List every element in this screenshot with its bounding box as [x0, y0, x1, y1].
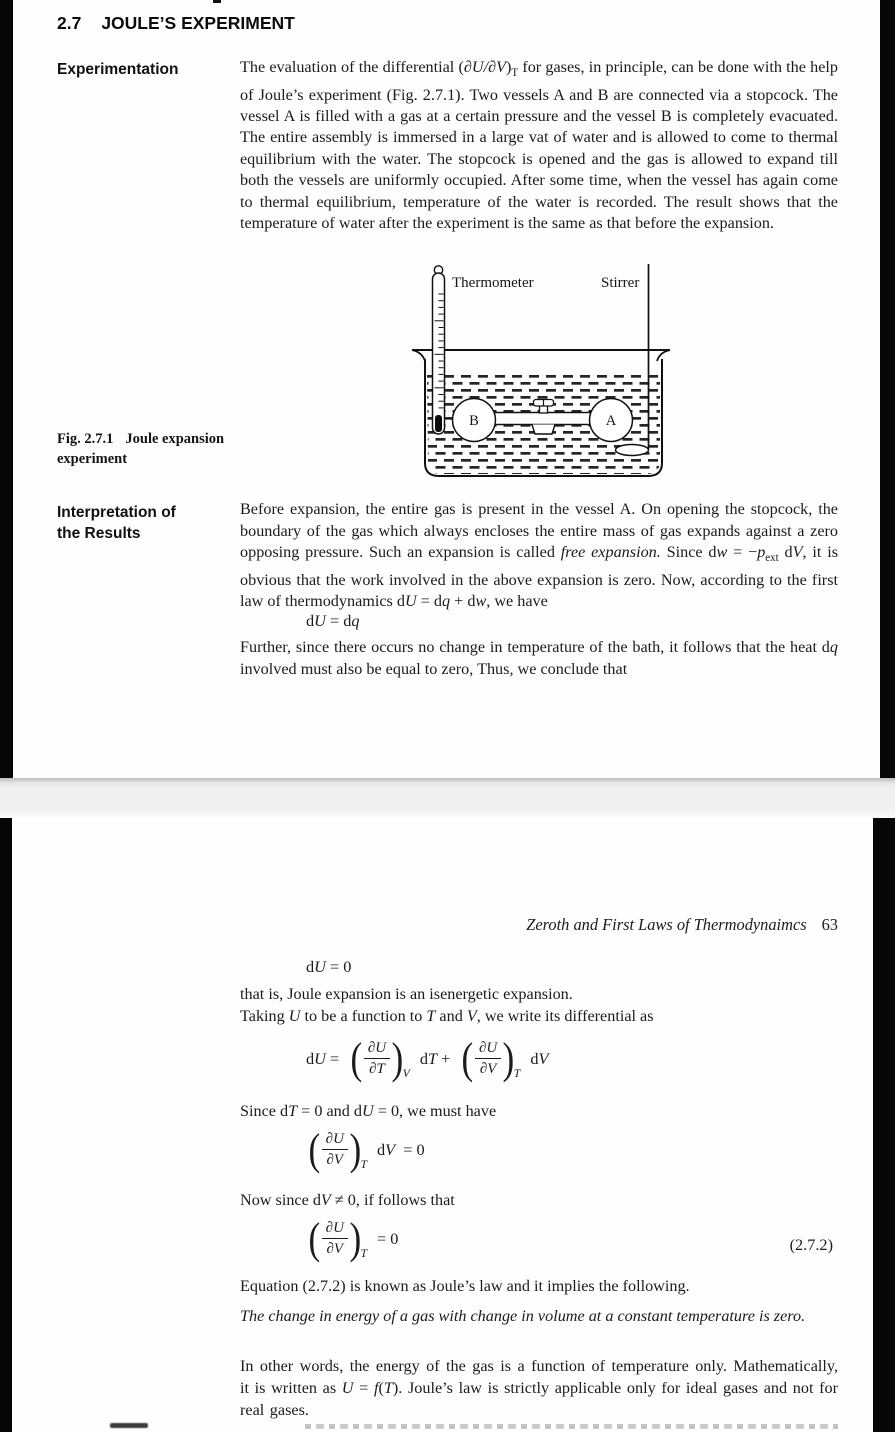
figure-caption-text-2: experiment: [57, 451, 128, 467]
paragraph-interpretation: Before expansion, the entire gas is present in the vessel A. On opening the stopcock, the boundary of the gas which always encloses the entire mass of gas expands against a zero opposing pressure. Such an expansion is called free expansion. Since dw = $-p_{ext}$ dV, it is obvious that the work involved in the above expansion is zero. Now, according to the first law of thermodynamics dU = dq + dw, we have: [240, 500, 839, 611]
page-2: [0, 818, 895, 1432]
equation-joule-law: ( $\frac{\partial U}{\partial V}$ ) T = 0: [308, 1213, 399, 1263]
constant-subscript: T: [360, 1247, 367, 1260]
margin-heading-experimentation: Experimentation: [57, 61, 179, 78]
section-heading: [57, 13, 295, 34]
line-equation-known: Equation (2.7.2) is known as Joule’s law and it implies the following.: [240, 1277, 690, 1295]
running-head: [526, 915, 838, 935]
equation-du-zero: dU = 0: [306, 957, 352, 976]
page-gap: [0, 778, 895, 818]
scan-border-left-2: [0, 818, 12, 1432]
scan-border-left: [0, 0, 13, 778]
constant-subscript: T: [360, 1158, 367, 1171]
cut-text-remnant: [213, 0, 221, 3]
page-number: 63: [821, 915, 838, 934]
figure-caption-number: Fig. 2.7.1: [57, 431, 114, 447]
figure-caption-text: Joule expansion: [125, 431, 225, 447]
running-head-title: Zeroth and First Laws of Thermodynaimcs: [526, 915, 807, 934]
fraction-dU-dV: $\frac{\partial U}{\partial V}$: [475, 1040, 501, 1078]
stopcock-body: [532, 425, 555, 435]
fraction-dU-dT: $\frac{\partial U}{\partial T}$: [364, 1040, 390, 1078]
line-now-since: Now since dV ≠ 0, if follows that: [240, 1191, 455, 1209]
constant-subscript: T: [513, 1067, 521, 1080]
paragraph-joule-law-statement: The change in energy of a gas with change in volume at a constant temperature is zero.: [240, 1307, 806, 1325]
scan-border-right: [880, 0, 895, 778]
equation-partial-dv: ( $\frac{\partial U}{\partial V}$ ) T dV = 0: [308, 1124, 425, 1174]
thermometer-label: Thermometer: [452, 275, 534, 291]
stirrer-paddle: [616, 445, 649, 456]
paragraph-other-words: In other words, the energy of the gas is a function of temperature only. Mathematically, it is written as U = f(T). Joule’s law is strictly applicable only for ideal gases and not for real gases.: [240, 1357, 838, 1419]
vessel-a-label: A: [605, 413, 617, 429]
scan-border-right-2: [873, 818, 895, 1432]
line-isenergetic: that is, Joule expansion is an isenergetic expansion.: [240, 985, 573, 1003]
paragraph-further: Further, since there occurs no change in temperature of the bath, it follows that the heat dq involved must also be equal to zero, Thus, we conclude that: [240, 638, 838, 678]
section-title: JOULE’S EXPERIMENT: [101, 13, 295, 33]
cut-text-line-remnant: [305, 1424, 838, 1429]
vessel-b-label: B: [469, 413, 479, 429]
constant-subscript: V: [402, 1067, 410, 1080]
equation-number: (2.7.2): [789, 1235, 833, 1254]
section-number: 2.7: [57, 13, 82, 33]
cut-margin-heading-remnant: [110, 1423, 148, 1428]
thermometer-mercury: [435, 415, 442, 432]
thermometer-tube: [433, 273, 445, 434]
margin-heading-interpretation: Interpretation of the Results: [57, 504, 176, 542]
figure-caption: [57, 429, 224, 469]
line-since: Since dT = 0 and dU = 0, we must have: [240, 1102, 497, 1120]
equation-differential: dU = ( $\frac{\partial U}{\partial T}$ ) V dT + ( $\frac{\partial U}{\partial V}$ ) T dV: [306, 1033, 549, 1083]
fraction-dU-dV: $\frac{\partial U}{\partial V}$: [322, 1220, 348, 1258]
joule-experiment-figure: [408, 262, 724, 484]
line-taking: Taking U to be a function to T and V, we write its differential as: [240, 1007, 654, 1025]
stirrer-label: Stirrer: [601, 275, 640, 291]
paragraph-experimentation: The evaluation of the differential $(\partial U/\partial V)_T$ for gases, in principle, can be done with the help of Joule’s experiment (Fig. 2.7.1). Two vessels A and B are connected via a stopcock. The vessel A is filled with a gas at a certain pressure and the vessel B is completely evacuated. The entire assembly is immersed in a large vat of water and is allowed to come to thermal equilibrium with the water. The stopcock is opened and the gas is allowed to expand till both the vessels are uniformly occupied. After some time, when the vessel has again come to thermal equilibrium, temperature of the water is recorded. The result shows that the temperature of water after the experiment is the same as that before the expansion.: [240, 58, 838, 233]
equation-du-dq: dU = dq: [306, 611, 360, 630]
fraction-dU-dV: $\frac{\partial U}{\partial V}$: [322, 1131, 348, 1169]
